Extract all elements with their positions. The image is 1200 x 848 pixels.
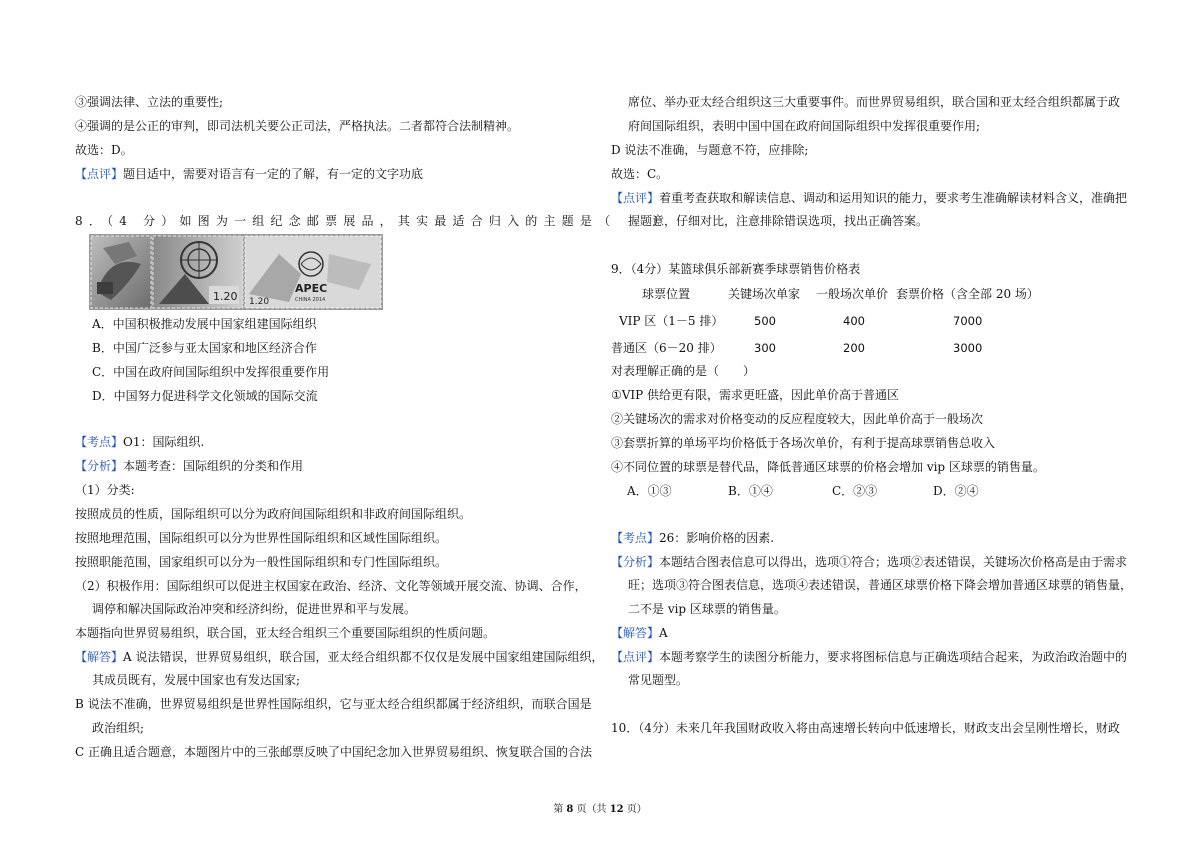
text-span: A 说法错误，世界贸易组织，联合国，亚太经合组织都不仅仅是发展中国家组建国际组织， <box>123 650 604 664</box>
footer-text: 页） <box>623 804 647 815</box>
option-a: A．中国积极推动发展中国家组建国际组织 <box>92 317 317 331</box>
text-line: 政治组织; <box>92 721 145 735</box>
stamp-value: 1.20 <box>249 297 270 307</box>
text-span: 26：影响价格的因素. <box>659 531 775 545</box>
question-9-stem: 9．（4分）某篮球俱乐部新赛季球票销售价格表 <box>611 262 861 276</box>
jieda-line <box>75 649 604 665</box>
dianping-line <box>611 649 1127 665</box>
table-header: 一般场次单价 <box>816 287 889 301</box>
tag-label: 【分析】 <box>611 555 660 569</box>
table-cell: 3000 <box>953 341 983 355</box>
page-number: 8 <box>566 804 574 815</box>
table-cell: 400 <box>843 314 865 328</box>
tag-label: 【点评】 <box>611 650 660 664</box>
question-10-stem: 10．（4分）未来几年我国财政收入将由高速增长转向中低速增长，财政支出会呈刚性增长，财政 <box>611 721 1120 735</box>
text-line: 府间国际组织，表明中国中国在政府间国际组织中发挥很重要作用; <box>628 119 981 133</box>
tag-label: 【考点】 <box>75 435 124 449</box>
text-line: 二不是 vip 区球票的销售量。 <box>628 602 786 616</box>
text-line: （1）分类: <box>75 483 135 497</box>
footer-text: 第 <box>553 804 567 815</box>
text-line: 按照职能范围，国家组织可以分为一般性国际组织和专门性国际组织。 <box>75 555 448 569</box>
fenxi-line <box>611 554 1127 570</box>
option-c: C．②③ <box>832 484 878 498</box>
jieda-line <box>611 625 668 641</box>
option-a: A．①③ <box>627 484 672 498</box>
text-line: 旺；选项③符合图表信息，选项④表述错误，普通区球票价格下降会增加普通区球票的销售量， <box>628 578 1133 592</box>
table-header: 球票位置 <box>642 287 691 301</box>
table-header: 套票价格（含全部 20 场） <box>896 287 1039 301</box>
tag-label: 【分析】 <box>75 459 124 473</box>
table-cell: 普通区（6－20 排） <box>611 341 722 355</box>
text-line: ③强调法律、立法的重要性; <box>75 95 224 109</box>
table-cell: 300 <box>754 341 776 355</box>
text-line: D 说法不准确，与题意不符，应排除; <box>611 143 809 157</box>
table-header: 关键场次单家 <box>728 287 801 301</box>
apec-sub-text: CHINA 2014 <box>295 297 326 303</box>
stamp-apec <box>245 236 381 308</box>
kaodian-line <box>75 434 204 450</box>
text-line: 常见题型。 <box>628 673 689 687</box>
page-total: 12 <box>609 804 624 815</box>
tag-label: 【解答】 <box>611 626 660 640</box>
text-line: 故选：C。 <box>611 167 669 181</box>
text-span: O1：国际组织. <box>123 435 205 449</box>
table-cell: 7000 <box>953 314 983 328</box>
option-b: B．①④ <box>728 484 773 498</box>
statement-4: ④不同位置的球票是替代品，降低普通区球票的价格会增加 vip 区球票的销售量。 <box>611 460 1045 474</box>
table-cell: 200 <box>843 341 865 355</box>
tag-label: 【点评】 <box>75 167 124 181</box>
text-line: （2）积极作用：国际组织可以促进主权国家在政治、经济、文化等领域开展交流、协调、合作， <box>75 579 587 593</box>
option-d: D．②④ <box>933 484 979 498</box>
stamp-image <box>89 234 383 310</box>
text-line: 其成员既有，发展中国家也有发达国家; <box>92 673 301 687</box>
text-line: 本题指向世界贸易组织，联合国，亚太经合组织三个重要国际组织的性质问题。 <box>75 626 496 640</box>
statement-1: ①VIP 供给更有限，需求更旺盛，因此单价高于普通区 <box>611 388 900 402</box>
dianping-line <box>611 190 1127 206</box>
text-line: 调停和解决国际政治冲突和经济纠纷，促进世界和平与发展。 <box>92 602 417 616</box>
text-line: 故选：D。 <box>75 143 133 157</box>
text-span: 本题结合图表信息可以得出，选项①符合；选项②表述错误，关键场次价格高是由于需求 <box>659 555 1128 569</box>
statement-2: ②关键场次的需求对价格变动的反应程度较大，因此单价高于一般场次 <box>611 412 984 426</box>
footer-text: 页（共 <box>573 804 610 815</box>
text-line: 按照成员的性质，国际组织可以分为政府间国际组织和非政府间国际组织。 <box>75 507 472 521</box>
text-line: C 正确且适合题意，本题图片中的三张邮票反映了中国纪念加入世界贸易组织、恢复联合国的合法 <box>75 745 592 759</box>
option-c: C．中国在政府间国际组织中发挥很重要作用 <box>92 365 330 379</box>
text-line: ④强调的是公正的审判，即司法机关要公正司法，严格执法。二者都符合法制精神。 <box>75 119 520 133</box>
comment-line <box>75 166 423 182</box>
text-line: 按照地理范围，国际组织可以分为世界性国际组织和区域性国际组织。 <box>75 531 448 545</box>
stamp-value: 1.20 <box>213 290 238 303</box>
page-footer <box>0 800 1200 815</box>
text-span: 本题考察学生的读图分析能力，要求将图标信息与正确选项结合起来，为政治政治题中的 <box>659 650 1128 664</box>
tag-label: 【点评】 <box>611 191 660 205</box>
text-span: 本题考查：国际组织的分类和作用 <box>123 459 304 473</box>
text-line: 握题意，仔细对比，注意排除错误选项，找出正确答案。 <box>628 214 929 228</box>
text-span: 题目适中，需要对语言有一定的了解，有一定的文字功底 <box>123 167 424 181</box>
tag-label: 【解答】 <box>75 650 124 664</box>
table-cell: 500 <box>754 314 776 328</box>
option-b: B．中国广泛参与亚太国家和地区经济合作 <box>92 341 317 355</box>
statement-3: ③套票折算的单场平均价格低于各场次单价，有利于提高球票销售总收入 <box>611 436 996 450</box>
text-line: B 说法不准确，世界贸易组织是世界性国际组织，它与亚太经合组织都属于经济组织，而联合国是 <box>75 697 592 711</box>
kaodian-line <box>611 530 774 546</box>
option-d: D．中国努力促进科学文化领域的国际交流 <box>92 389 318 403</box>
text-span: 着重考查获取和解读信息、调动和运用知识的能力，要求考生准确解读材料含义，准确把 <box>659 191 1128 205</box>
table-cell: VIP 区（1－5 排） <box>619 314 724 328</box>
apec-logo-text: APEC <box>295 282 328 295</box>
stamps-svg <box>89 234 383 310</box>
stamp-un <box>153 236 243 308</box>
text-line: 席位、举办亚太经合组织这三大重要事件。而世界贸易组织，联合国和亚太经合组织都属于政 <box>628 95 1121 109</box>
tag-label: 【考点】 <box>611 531 660 545</box>
text-span: A <box>659 626 668 640</box>
fenxi-line <box>75 458 303 474</box>
stamp-wto <box>91 236 151 308</box>
question-8-stem: 8．（4 分）如图为一组纪念邮票展品，其实最适合归入的主题是（ ） <box>75 214 671 228</box>
text-line: 对表理解正确的是（ ） <box>611 364 756 378</box>
